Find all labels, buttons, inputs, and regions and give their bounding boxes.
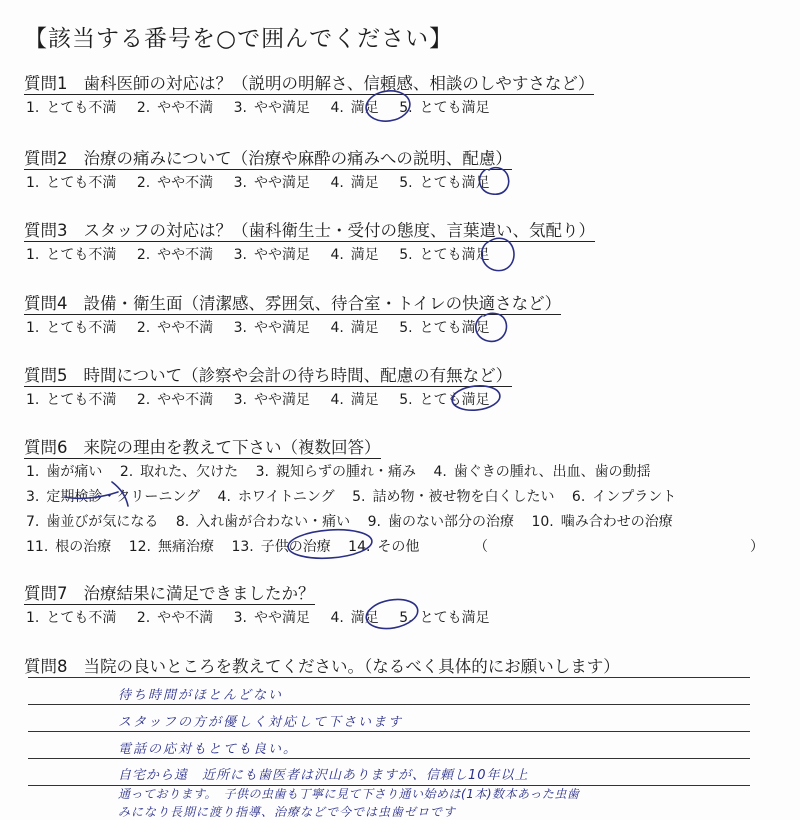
q6-row-2 <box>26 486 689 506</box>
question-5 <box>24 362 512 386</box>
option-3[interactable]: 3. やや満足 <box>233 247 310 263</box>
option-4[interactable]: 4. 満足 <box>330 610 379 626</box>
divider <box>24 604 315 605</box>
reason-option[interactable]: 9. 歯のない部分の治療 <box>367 514 514 530</box>
option-1[interactable]: 1. とても不満 <box>26 100 117 116</box>
question-title: 治療結果に満足できましたか？ <box>83 584 315 603</box>
question-title: 歯科医師の対応は？（説明の明解さ、信頼感、相談のしやすさなど） <box>83 74 595 93</box>
handwriting-line: スタッフの方が優しく対応して下さいます <box>118 715 404 730</box>
handwriting-line: 通っております。 子供の虫歯も丁寧に見て下さり通い始めは(1本)数本あった虫歯 <box>118 787 580 801</box>
page-header: 【該当する番号を○で囲んでください】 <box>24 26 454 52</box>
answer-rule <box>28 758 750 759</box>
handwriting-line: 電話の応対もとても良い。 <box>118 742 299 757</box>
reason-option-other[interactable]: 14. その他 <box>348 539 420 555</box>
question-6 <box>24 434 381 458</box>
option-4[interactable]: 4. 満足 <box>330 175 379 191</box>
question-title: 当院の良いところを教えてください。（なるべく具体的にお願いします） <box>83 657 620 676</box>
question-1 <box>24 70 594 94</box>
question-number: 質問3 <box>24 221 68 240</box>
reason-option[interactable]: 6. インプラント <box>571 489 677 505</box>
divider <box>24 314 561 315</box>
reason-option[interactable]: 12. 無痛治療 <box>128 539 214 555</box>
divider <box>24 241 595 242</box>
reason-option[interactable]: 4. ホワイトニング <box>217 489 335 505</box>
option-5[interactable]: 5. とても満足 <box>399 610 490 626</box>
question-number: 質問5 <box>24 366 68 385</box>
option-4[interactable]: 4. 満足 <box>330 320 379 336</box>
option-2[interactable]: 2. やや不満 <box>136 100 214 116</box>
question-title: 時間について（診察や会計の待ち時間、配慮の有無など） <box>83 366 513 385</box>
q4-options <box>26 317 506 337</box>
option-3[interactable]: 3. やや満足 <box>233 175 310 191</box>
question-number: 質問7 <box>24 584 68 603</box>
option-5[interactable]: 5. とても満足 <box>399 320 490 336</box>
option-4[interactable]: 4. 満足 <box>330 100 379 116</box>
question-4 <box>24 290 561 314</box>
divider <box>24 169 512 170</box>
option-5[interactable]: 5. とても満足 <box>399 247 490 263</box>
option-3[interactable]: 3. やや満足 <box>233 320 310 336</box>
option-5[interactable]: 5. とても満足 <box>399 100 490 116</box>
answer-rule <box>28 677 750 678</box>
answer-rule <box>28 704 750 705</box>
question-number: 質問6 <box>24 438 68 457</box>
question-number: 質問2 <box>24 149 68 168</box>
option-4[interactable]: 4. 満足 <box>330 392 379 408</box>
reason-option[interactable]: 1. 歯が痛い <box>26 464 103 480</box>
option-1[interactable]: 1. とても不満 <box>26 320 117 336</box>
reason-option[interactable]: 2. 取れた、欠けた <box>119 464 239 480</box>
question-title: 来院の理由を教えて下さい（複数回答） <box>83 438 381 457</box>
option-4[interactable]: 4. 満足 <box>330 247 379 263</box>
q2-options <box>26 172 506 192</box>
option-5[interactable]: 5. とても満足 <box>399 392 490 408</box>
question-3 <box>24 217 595 241</box>
question-title: 設備・衛生面（清潔感、雰囲気、待合室・トイレの快適さなど） <box>83 294 562 313</box>
option-2[interactable]: 2. やや不満 <box>136 320 214 336</box>
answer-rule <box>28 731 750 732</box>
question-number: 質問1 <box>24 74 68 93</box>
q6-row-4 <box>26 536 432 556</box>
divider <box>24 386 512 387</box>
option-5[interactable]: 5. とても満足 <box>399 175 490 191</box>
handwriting-line: 待ち時間がほとんどない <box>118 688 284 703</box>
option-2[interactable]: 2. やや不満 <box>136 610 214 626</box>
reason-option[interactable]: 3. 親知らずの腫れ・痛み <box>255 464 416 480</box>
divider <box>24 94 594 95</box>
question-number: 質問4 <box>24 294 68 313</box>
q1-options <box>26 97 506 117</box>
reason-option[interactable]: 7. 歯並びが気になる <box>26 514 159 530</box>
reason-option[interactable]: 4. 歯ぐきの腫れ、出血、歯の動揺 <box>433 464 651 480</box>
option-2[interactable]: 2. やや不満 <box>136 247 214 263</box>
question-8 <box>24 653 620 677</box>
option-1[interactable]: 1. とても不満 <box>26 392 117 408</box>
question-title: スタッフの対応は？（歯科衛生士・受付の態度、言葉遣い、気配り） <box>83 221 595 240</box>
reason-option[interactable]: 5. 詰め物・被せ物を白くしたい <box>352 489 555 505</box>
q5-options <box>26 389 506 409</box>
reason-option[interactable]: 10. 噛み合わせの治療 <box>531 514 673 530</box>
other-paren-close: ） <box>750 539 764 555</box>
option-1[interactable]: 1. とても不満 <box>26 610 117 626</box>
question-2 <box>24 145 512 169</box>
option-1[interactable]: 1. とても不満 <box>26 247 117 263</box>
handwriting-line: みになり長期に渡り指導、治療などで今では虫歯ゼロです <box>118 805 457 819</box>
question-number: 質問8 <box>24 657 68 676</box>
option-3[interactable]: 3. やや満足 <box>233 392 310 408</box>
q6-row-3 <box>26 511 686 531</box>
divider <box>24 458 381 459</box>
option-3[interactable]: 3. やや満足 <box>233 610 310 626</box>
option-2[interactable]: 2. やや不満 <box>136 175 214 191</box>
option-2[interactable]: 2. やや不満 <box>136 392 214 408</box>
q3-options <box>26 244 506 264</box>
reason-option[interactable]: 8. 入れ歯が合わない・痛い <box>175 514 351 530</box>
question-title: 治療の痛みについて（治療や麻酔の痛みへの説明、配慮） <box>83 149 512 168</box>
reason-option[interactable]: 3. 定期検診・クリーニング <box>26 489 201 505</box>
reason-option[interactable]: 11. 根の治療 <box>26 539 112 555</box>
other-paren-open: （ <box>474 539 488 555</box>
q6-row-1 <box>26 461 664 481</box>
option-3[interactable]: 3. やや満足 <box>233 100 310 116</box>
q7-options <box>26 607 506 627</box>
option-1[interactable]: 1. とても不満 <box>26 175 117 191</box>
reason-option[interactable]: 13. 子供の治療 <box>231 539 331 555</box>
question-7 <box>24 580 315 604</box>
handwriting-line: 自宅から遠 近所にも歯医者は沢山ありますが、信頼し10年以上 <box>118 768 529 783</box>
